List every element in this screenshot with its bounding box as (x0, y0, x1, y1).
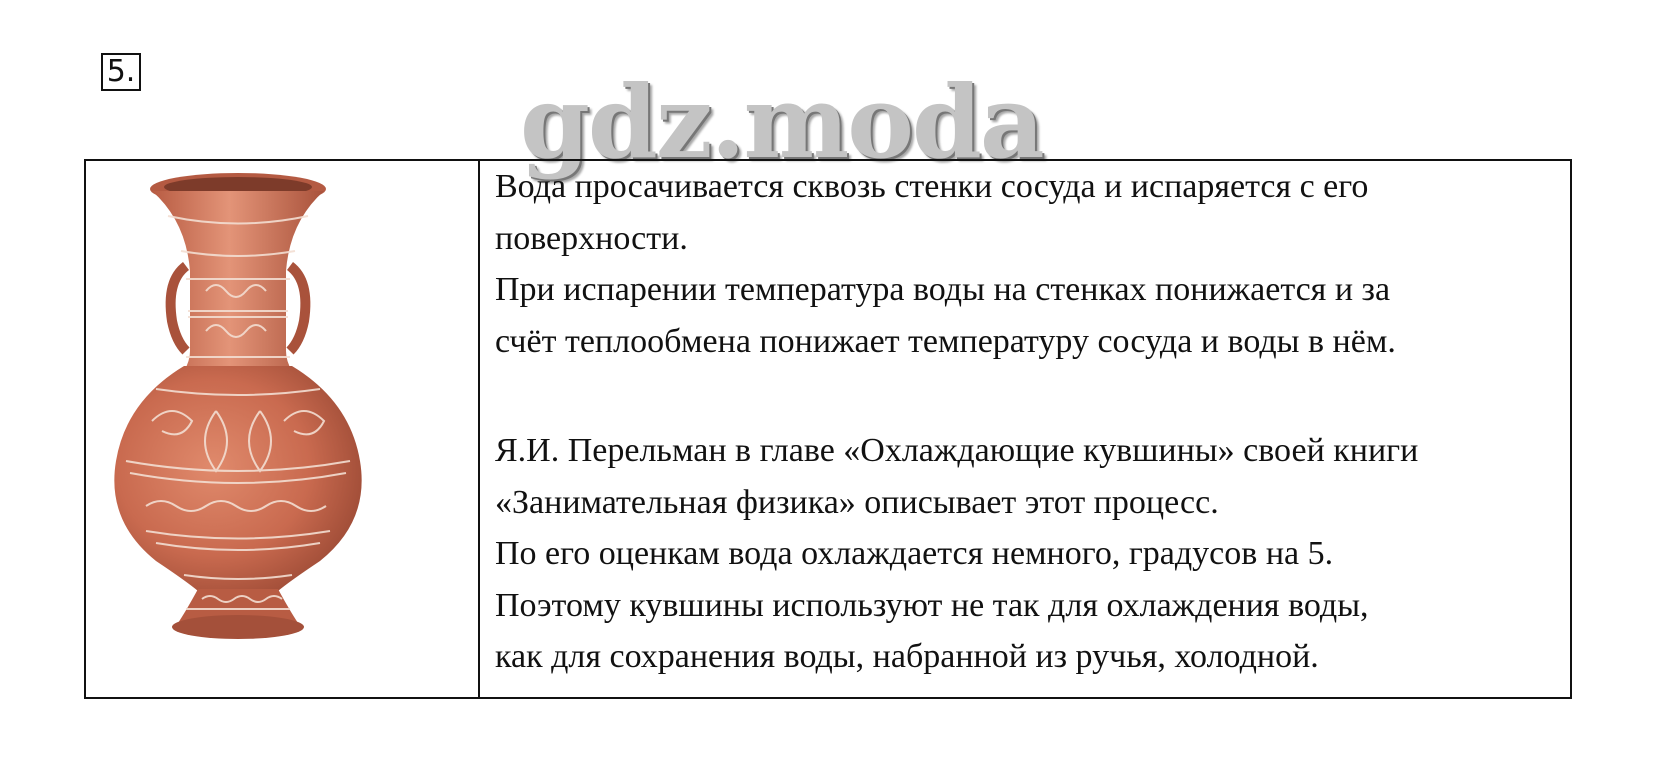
task-number: 5. (101, 53, 141, 91)
paragraph-gap (495, 367, 1570, 425)
answer-line: как для сохранения воды, набранной из ручья, холодной. (495, 638, 1319, 675)
answer-line: «Занимательная физика» описывает этот процесс. (495, 483, 1219, 521)
answer-line: Я.И. Перельман в главе «Охлаждающие кувшины» своей книги (495, 432, 1419, 469)
watermark: gdz.moda (520, 63, 1043, 181)
answer-line: Вода просачивается сквозь стенки сосуда и испаряется с его (495, 168, 1369, 205)
answer-line: поверхности. (495, 219, 688, 257)
vase-image (86, 161, 480, 697)
answer-table (84, 159, 1572, 699)
answer-line: По его оценкам вода охлаждается немного, градусов на 5. (495, 535, 1334, 572)
answer-line: счёт теплообмена понижает температуру сосуда и воды в нём. (495, 322, 1396, 360)
answer-line: Поэтому кувшины используют не так для охлаждения воды, (495, 586, 1369, 624)
answer-text (480, 161, 1570, 697)
answer-line: При испарении температура воды на стенках понижается и за (495, 271, 1391, 308)
vase-image-cell (86, 161, 480, 697)
